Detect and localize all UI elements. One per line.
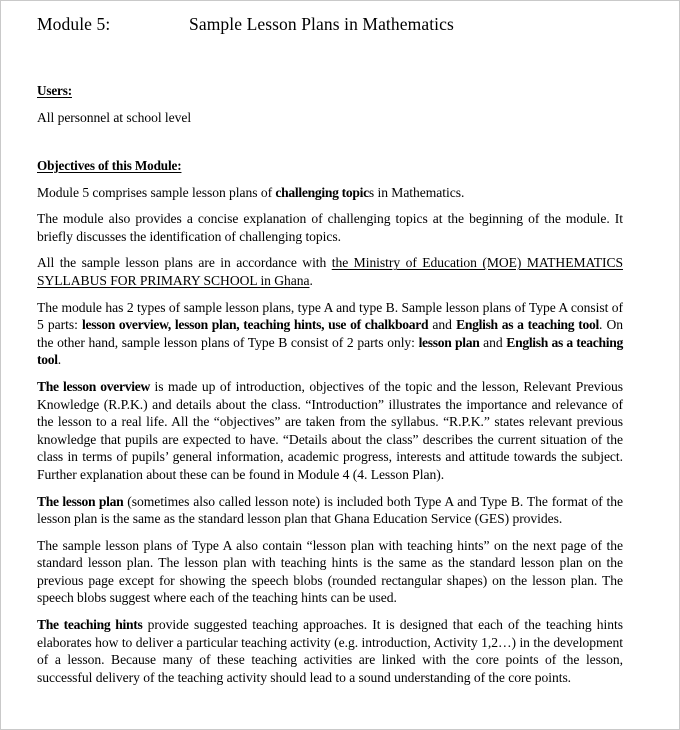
paragraph-8 (37, 616, 623, 686)
paragraph-4 (37, 299, 623, 369)
module-number: Module 5: (37, 14, 111, 34)
p3-underlined-syllabus-reference: the Ministry of Education (MOE) MATHEMATICS SYLLABUS FOR PRIMARY SCHOOL in Ghana (37, 255, 624, 288)
p1-text-a: Module 5 comprises sample lesson plans of (37, 184, 276, 200)
p4-text-c: and (428, 317, 457, 333)
p6-bold-lead-the-lesson-plan: The lesson plan (37, 493, 124, 509)
users-heading: Users: (37, 83, 72, 98)
p4-text-g: and (479, 334, 507, 350)
objectives-heading-block (37, 157, 623, 175)
paragraph-6 (37, 493, 623, 528)
paragraph-7: The sample lesson plans of Type A also contain “lesson plan with teaching hints” on the next page of the standard lesson plan. The lesson plan with teaching hints is the same as the standard lesson plan on the previous page except for showing the speech blobs (rounded rectangular shapes) on the lesson plan. The speech blobs suggest where each of the teaching hints can be used. (37, 537, 623, 606)
paragraph-3 (37, 254, 623, 289)
p1-bold-challenging-topic: challenging topic (275, 184, 369, 200)
p8-bold-lead-the-teaching-hints: The teaching hints (37, 617, 143, 633)
p1-text-c: s in Mathematics. (368, 184, 465, 200)
p5-bold-lead-the-lesson-overview: The lesson overview (37, 378, 150, 394)
objectives-heading: Objectives of this Module: (37, 157, 182, 173)
document-title-text: Sample Lesson Plans in Mathematics (189, 14, 454, 34)
p4-bold-english-tool-1: English as a teaching tool (456, 317, 599, 333)
document-content (37, 13, 623, 686)
page-title (37, 13, 623, 35)
objectives-spacer (37, 136, 623, 157)
users-body: All personnel at school level (37, 110, 192, 125)
paragraph-5 (37, 378, 623, 484)
p3-text-a: All the sample lesson plans are in accordance with (37, 255, 332, 271)
p8-text-b: provide suggested teaching approaches. It is designed that each of the teaching hints elaborates how to deliver a particular teaching activity (e.g. introduction, Activity 1,2…) in the development of a lesson. Because many of these teaching activities are linked with the core points of the lesson, successful delivery of the teaching activity should lead to a sound understanding of the core points. (37, 617, 623, 685)
p4-text-a: The module has 2 types of sample lesson plans, type A and type B. Sample lesson plans of Type A consist of 5 parts: (37, 299, 623, 333)
p3-text-c: . (309, 272, 313, 288)
users-heading-block (37, 82, 623, 100)
p4-bold-english-tool-2: English as a teaching tool (37, 334, 623, 368)
p4-bold-type-a-parts: lesson overview, lesson plan, teaching hints, use of chalkboard (82, 317, 429, 333)
p5-text-b: is made up of introduction, objectives of the topic and the lesson, Relevant Previous Knowledge (R.P.K.) and details about the class. “Introduction” illustrates the importance and relevance of the lesson to a real life. All the “objectives” are taken from the syllabus. “R.P.K.” states relevant previous knowledge that pupils are expected to have. “Details about the class” describes the current situation of the class in terms of pupils’ general information, academic progress, interests and attitude towards the subject. Further explanation about these can be found in Module 4 (4. Lesson Plan). (37, 378, 623, 482)
p4-text-e: . On the other hand, sample lesson plans of Type B consist of 2 parts only: (37, 317, 623, 350)
p6-text-b: (sometimes also called lesson note) is included both Type A and Type B. The format of the lesson plan is the same as the standard lesson plan that Ghana Education Service (GES) provides. (37, 493, 623, 527)
paragraph-1 (37, 184, 623, 202)
paragraph-2: The module also provides a concise explanation of challenging topics at the beginning of the module. It briefly discusses the identification of challenging topics. (37, 211, 623, 244)
title-spacer (37, 35, 623, 82)
p4-text-i: . (57, 352, 62, 368)
p4-bold-lesson-plan: lesson plan (418, 334, 480, 350)
